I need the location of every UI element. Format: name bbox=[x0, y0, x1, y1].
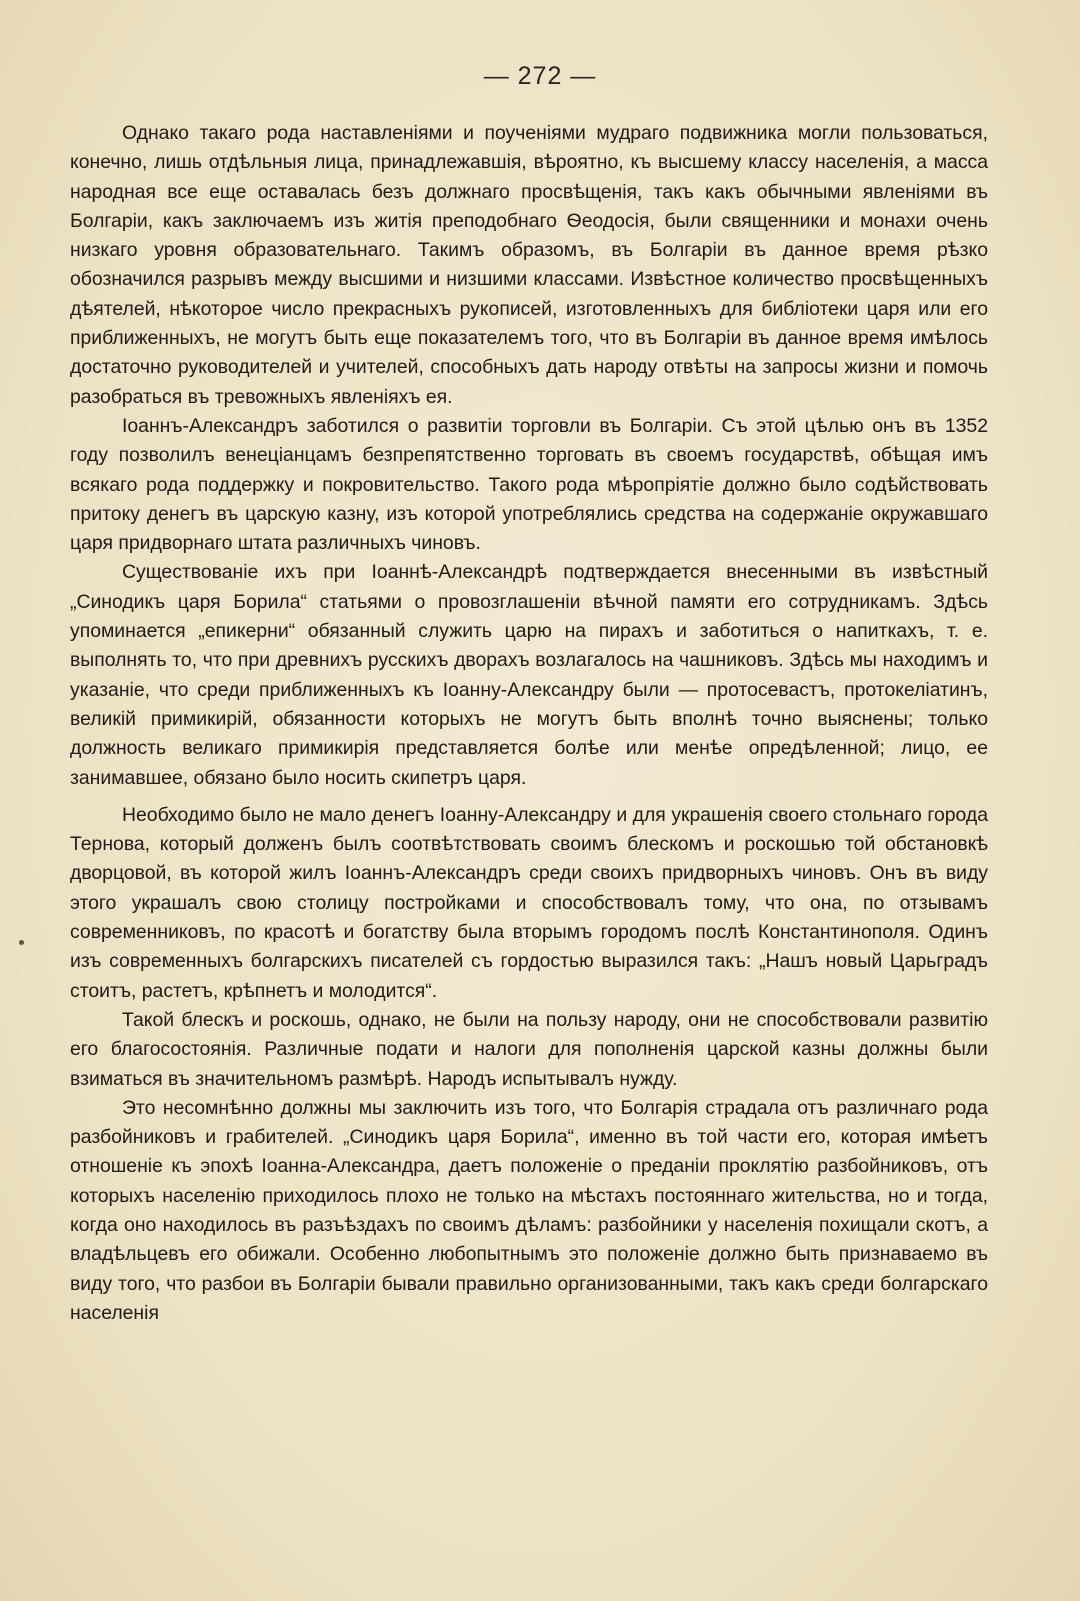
paragraph: Однако такаго рода наставленіями и поученіями мудраго подвижника могли пользоваться, конечно, лишь отдѣльныя лица, принадлежавшія, вѣроятно, къ высшему классу населенія, а масса народная все еще оставалась безъ должнаго просвѣщенія, такъ какъ обычными явленіями въ Болгаріи, какъ заключаемъ изъ житія преподобнаго Ѳеодосія, были священники и монахи очень низкаго уровня образовательнаго. Такимъ образомъ, въ Болгаріи въ данное время рѣзко обозначился разрывъ между высшими и низшими классами. Извѣстное количество просвѣщенныхъ дѣятелей, нѣкоторое число прекрасныхъ рукописей, изготовленныхъ для библіотеки царя или его приближенныхъ, не могутъ быть еще показателемъ того, что въ Болгаріи въ данное время имѣлось достаточно руководителей и учителей, способныхъ дать народу отвѣты на запросы жизни и помочь разобраться въ тревожныхъ явленіяхъ ея. bbox=[70, 122, 988, 408]
paragraph: Существованіе ихъ при Іоаннѣ-Александрѣ подтверждается внесенными въ извѣстный „Синодикъ царя Борила“ статьями о провозглашеніи вѣчной памяти его сотрудникамъ. Здѣсь упоминается „епикерни“ обязанный служить царю на пирахъ и заботиться о напиткахъ, т. е. выполнять то, что при древнихъ русскихъ дворахъ возлагалось на чашниковъ. Здѣсь мы находимъ и указаніе, что среди приближенныхъ къ Іоанну-Александру были — протосевастъ, протокеліатинъ, великій примикирій, обязанности которыхъ не могутъ быть вполнѣ точно выяснены; только должность великаго примикирія представляется болѣе или менѣе опредѣленной; лицо, ее занимавшее, обязано было носить скипетръ царя. bbox=[70, 561, 988, 789]
scan-speck bbox=[19, 940, 24, 945]
paragraph: Такой блескъ и роскошь, однако, не были на пользу народу, они не способствовали развитію его благосостоянія. Различные подати и налоги для пополненія царской казны должны были взиматься въ значительномъ размѣрѣ. Народъ испытывалъ нужду. bbox=[70, 1008, 988, 1090]
page-number: — 272 — bbox=[483, 62, 597, 90]
paragraph: Іоаннъ-Александръ заботился о развитіи торговли въ Болгаріи. Съ этой цѣлью онъ въ 1352 году позволилъ венеціанцамъ безпрепятственно торговать въ своемъ государствѣ, обѣщая имъ всякаго рода поддержку и покровительство. Такого рода мѣропріятіе должно было содѣйствовать притоку денегъ въ царскую казну, изъ которой употреблялись средства на содержаніе окружавшаго царя придворнаго штата различныхъ чиновъ. bbox=[70, 414, 988, 555]
paragraph: Необходимо было не мало денегъ Іоанну-Александру и для украшенія своего стольнаго города Тернова, который долженъ былъ соотвѣтствовать своимъ блескомъ и роскошью той обстановкѣ дворцовой, въ которой жилъ Іоаннъ-Александръ среди своихъ придворныхъ чиновъ. Онъ въ виду этого украшалъ свою столицу постройками и способствовалъ тому, что она, по отзывамъ современниковъ, по красотѣ и богатству была вторымъ городомъ послѣ Константинополя. Одинъ изъ современныхъ болгарскихъ писателей съ гордостью выразился такъ: „Нашъ новый Царьградъ стоитъ, растетъ, крѣпнетъ и молодится“. bbox=[70, 803, 988, 1002]
body-text bbox=[70, 119, 988, 1328]
paragraph: Это несомнѣнно должны мы заключить изъ того, что Болгарія страдала отъ различнаго рода разбойниковъ и грабителей. „Синодикъ царя Борила“, именно въ той части его, которая имѣетъ отношеніе къ эпохѣ Іоанна-Александра, даетъ положеніе о преданіи проклятію разбойниковъ, отъ которыхъ населенію приходилось плохо не только на мѣстахъ постояннаго жительства, но и тогда, когда оно находилось въ разъѣздахъ по своимъ дѣламъ: разбойники у населенія похищали скотъ, а владѣльцевъ его обижали. Особенно любопытнымъ это положеніе должно быть признаваемо въ виду того, что разбои въ Болгаріи бывали правильно организованными, такъ какъ среди болгарскаго населенія bbox=[70, 1096, 988, 1324]
